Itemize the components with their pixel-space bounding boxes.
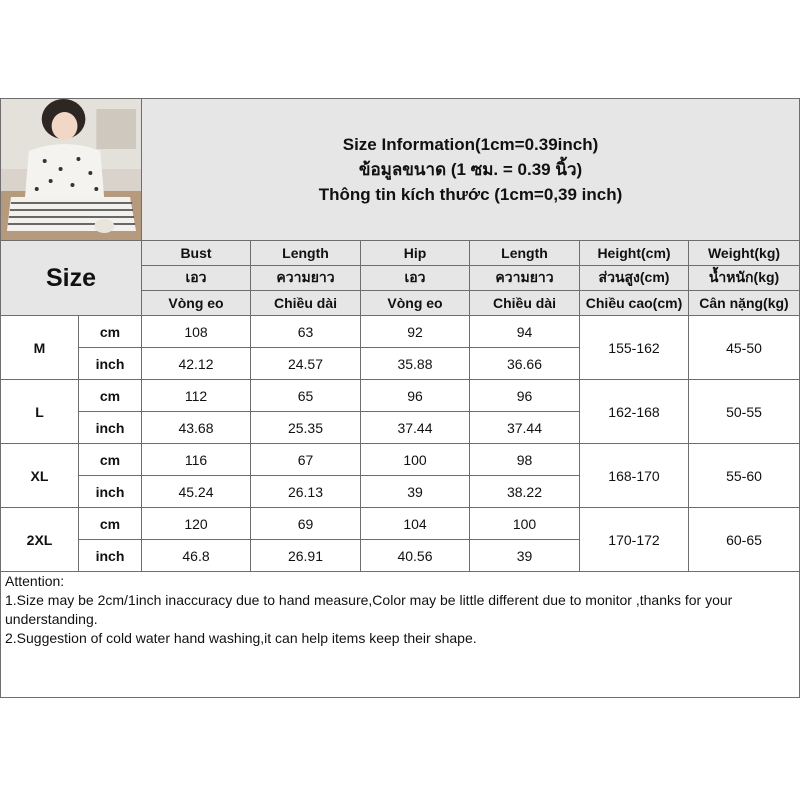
- title-thai: ข้อมูลขนาด (1 ซม. = 0.39 นิ้ว): [358, 160, 583, 179]
- table-cell: 108: [142, 316, 251, 348]
- header-length-vietnamese: Chiều dài: [251, 291, 361, 316]
- table-cell: 96: [361, 380, 470, 412]
- table-cell: 45.24: [142, 476, 251, 508]
- header-height-thai: ส่วนสูง(cm): [580, 266, 689, 291]
- title-vietnamese: Thông tin kích thước (1cm=0,39 inch): [318, 185, 623, 204]
- header-bust-vietnamese: Vòng eo: [142, 291, 251, 316]
- table-cell: 42.12: [142, 348, 251, 380]
- table-cell: 40.56: [361, 540, 470, 572]
- table-cell: 43.68: [142, 412, 251, 444]
- size-name: 2XL: [1, 508, 79, 572]
- product-photo: [1, 99, 142, 241]
- unit-label: inch: [79, 476, 142, 508]
- table-cell: 104: [361, 508, 470, 540]
- table-cell: 35.88: [361, 348, 470, 380]
- table-cell: 120: [142, 508, 251, 540]
- table-row: [1, 444, 800, 476]
- weight-range: 55-60: [689, 444, 800, 508]
- table-cell: 37.44: [470, 412, 580, 444]
- table-cell: 26.13: [251, 476, 361, 508]
- table-cell: 38.22: [470, 476, 580, 508]
- table-cell: 25.35: [251, 412, 361, 444]
- header-height-vietnamese: Chiều cao(cm): [580, 291, 689, 316]
- weight-range: 45-50: [689, 316, 800, 380]
- table-row: [1, 508, 800, 540]
- unit-label: inch: [79, 540, 142, 572]
- table-cell: 26.91: [251, 540, 361, 572]
- attention-note-2: 2.Suggestion of cold water hand washing,it can help items keep their shape.: [5, 630, 477, 646]
- table-cell: 24.57: [251, 348, 361, 380]
- table-cell: 100: [361, 444, 470, 476]
- unit-label: cm: [79, 380, 142, 412]
- table-cell: 46.8: [142, 540, 251, 572]
- header-weight: Weight(kg): [689, 241, 800, 266]
- attention-note-1: 1.Size may be 2cm/1inch inaccuracy due to hand measure,Color may be little different due to monitor ,thanks for your understanding.: [5, 592, 733, 627]
- unit-label: inch: [79, 348, 142, 380]
- attention-heading: Attention:: [5, 573, 65, 589]
- table-row: [1, 316, 800, 348]
- header-length-2-thai: ความยาว: [470, 266, 580, 291]
- header-length-thai: ความยาว: [251, 266, 361, 291]
- header-bust-thai: เอว: [142, 266, 251, 291]
- height-range: 155-162: [580, 316, 689, 380]
- table-cell: 100: [470, 508, 580, 540]
- header-length: Length: [251, 241, 361, 266]
- table-cell: 112: [142, 380, 251, 412]
- header-bust: Bust: [142, 241, 251, 266]
- header-length-2: Length: [470, 241, 580, 266]
- attention-notes: [1, 572, 800, 698]
- header-hip-thai: เอว: [361, 266, 470, 291]
- height-range: 162-168: [580, 380, 689, 444]
- title-english: Size Information(1cm=0.39inch): [342, 135, 599, 154]
- table-cell: 65: [251, 380, 361, 412]
- unit-label: cm: [79, 508, 142, 540]
- header-height: Height(cm): [580, 241, 689, 266]
- size-name: XL: [1, 444, 79, 508]
- height-range: 168-170: [580, 444, 689, 508]
- table-cell: 36.66: [470, 348, 580, 380]
- pajama-model-image: [1, 99, 141, 240]
- header-length-2-vietnamese: Chiều dài: [470, 291, 580, 316]
- table-cell: 96: [470, 380, 580, 412]
- header-weight-thai: น้ำหนัก(kg): [689, 266, 800, 291]
- size-chart-table: [0, 98, 800, 698]
- table-cell: 39: [361, 476, 470, 508]
- table-cell: 116: [142, 444, 251, 476]
- table-cell: 92: [361, 316, 470, 348]
- table-row: [1, 380, 800, 412]
- size-chart-sheet: [0, 98, 800, 702]
- table-cell: 94: [470, 316, 580, 348]
- weight-range: 50-55: [689, 380, 800, 444]
- height-range: 170-172: [580, 508, 689, 572]
- size-name: L: [1, 380, 79, 444]
- header-weight-vietnamese: Cân nặng(kg): [689, 291, 800, 316]
- unit-label: cm: [79, 444, 142, 476]
- size-name: M: [1, 316, 79, 380]
- size-column-header: Size: [1, 241, 142, 316]
- table-cell: 37.44: [361, 412, 470, 444]
- table-cell: 69: [251, 508, 361, 540]
- table-cell: 39: [470, 540, 580, 572]
- unit-label: cm: [79, 316, 142, 348]
- table-cell: 98: [470, 444, 580, 476]
- header-hip: Hip: [361, 241, 470, 266]
- table-cell: 67: [251, 444, 361, 476]
- title-block: [142, 99, 800, 241]
- table-cell: 63: [251, 316, 361, 348]
- unit-label: inch: [79, 412, 142, 444]
- weight-range: 60-65: [689, 508, 800, 572]
- header-hip-vietnamese: Vòng eo: [361, 291, 470, 316]
